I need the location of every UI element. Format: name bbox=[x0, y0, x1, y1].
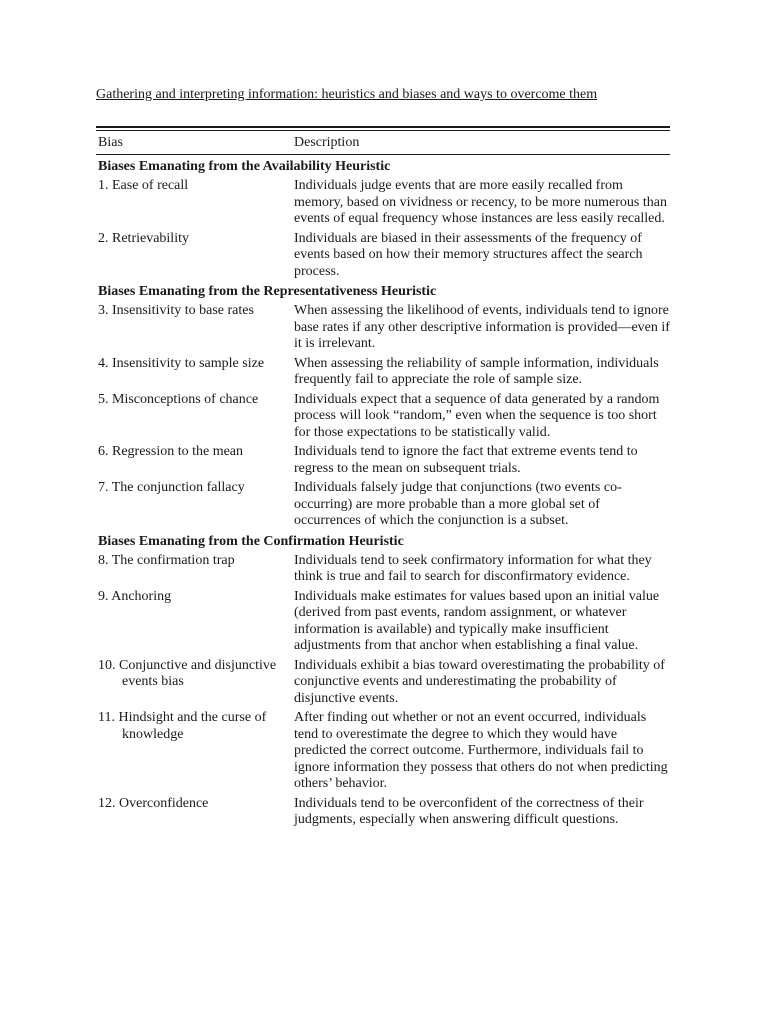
bias-name: 7. The conjunction fallacy bbox=[98, 480, 245, 495]
bias-description: After finding out whether or not an event occurred, individuals tend to overestimate the degree to which they would have predicted the correct outcome. Furthermore, individuals fail to ignore information they possess that others do not when predicting others’ behavior. bbox=[294, 710, 668, 791]
bias-description: Individuals expect that a sequence of data generated by a random process will look “random,” even when the sequence is too short for those expectations to be statistically valid. bbox=[294, 391, 660, 440]
bias-description: Individuals tend to be overconfident of the correctness of their judgments, especially when answering difficult questions. bbox=[294, 795, 644, 827]
section-heading: Biases Emanating from the Confirmation Heuristic bbox=[98, 533, 404, 549]
document-page bbox=[96, 86, 670, 829]
header-bias: Bias bbox=[98, 135, 123, 150]
bias-name: 2. Retrievability bbox=[98, 230, 189, 246]
table-row bbox=[96, 356, 670, 389]
table-section-representativeness bbox=[96, 283, 670, 530]
bias-description: Individuals judge events that are more easily recalled from memory, based on vividness or recency, to be more numerous than events of equal frequency whose instances are less easily recalled. bbox=[294, 178, 667, 226]
bias-name: 8. The confirmation trap bbox=[98, 552, 235, 568]
table-top-rule bbox=[96, 126, 670, 131]
bias-name: 1. Ease of recall bbox=[98, 178, 189, 193]
table-header-row bbox=[96, 134, 670, 155]
bias-description: When assessing the reliability of sample information, individuals frequently fail to appreciate the role of sample size. bbox=[294, 355, 659, 387]
table-row bbox=[96, 303, 670, 353]
table-section-availability bbox=[96, 158, 670, 280]
document-title: Gathering and interpreting information: heuristics and biases and ways to overcome them bbox=[96, 87, 598, 102]
bias-description: Individuals falsely judge that conjunctions (two events co-occurring) are more probable than a more global set of occurrences of which the conjunction is a subset. bbox=[294, 480, 622, 528]
table-row bbox=[96, 658, 670, 708]
table-row bbox=[96, 553, 670, 586]
table-row bbox=[96, 178, 670, 228]
bias-table bbox=[96, 126, 670, 829]
table-section-confirmation bbox=[96, 533, 670, 829]
bias-name: 5. Misconceptions of chance bbox=[98, 391, 259, 407]
bias-description: Individuals tend to ignore the fact that extreme events tend to regress to the mean on subsequent trials. bbox=[294, 444, 638, 476]
bias-description: Individuals are biased in their assessments of the frequency of events based on how their memory structures affect the search process. bbox=[294, 230, 643, 279]
section-heading: Biases Emanating from the Availability Heuristic bbox=[98, 159, 391, 174]
bias-name: 12. Overconfidence bbox=[98, 795, 209, 811]
bias-description: Individuals exhibit a bias toward overestimating the probability of conjunctive events and underestimating the probability of disjunctive events. bbox=[294, 657, 665, 706]
bias-name: 10. Conjunctive and disjunctive events bias bbox=[98, 657, 277, 689]
table-row bbox=[96, 480, 670, 530]
section-heading: Biases Emanating from the Representativeness Heuristic bbox=[98, 284, 437, 299]
table-row bbox=[96, 710, 670, 793]
table-row bbox=[96, 444, 670, 477]
bias-name: 11. Hindsight and the curse of knowledge bbox=[98, 710, 267, 742]
table-row bbox=[96, 231, 670, 281]
bias-description: When assessing the likelihood of events, individuals tend to ignore base rates if any other descriptive information is provided—even if it is irrelevant. bbox=[294, 303, 670, 351]
bias-name: 6. Regression to the mean bbox=[98, 444, 244, 459]
header-description: Description bbox=[294, 135, 360, 150]
table-row bbox=[96, 796, 670, 829]
table-row bbox=[96, 392, 670, 442]
table-row bbox=[96, 589, 670, 655]
bias-name: 4. Insensitivity to sample size bbox=[98, 355, 265, 371]
bias-name: 9. Anchoring bbox=[98, 588, 172, 604]
bias-name: 3. Insensitivity to base rates bbox=[98, 303, 254, 318]
bias-description: Individuals tend to seek confirmatory information for what they think is true and fail to search for disconfirmatory evidence. bbox=[294, 552, 652, 584]
bias-description: Individuals make estimates for values based upon an initial value (derived from past events, random assignment, or whatever information is available) and typically make insufficient adjustments from that anchor when establishing a final value. bbox=[294, 588, 660, 653]
